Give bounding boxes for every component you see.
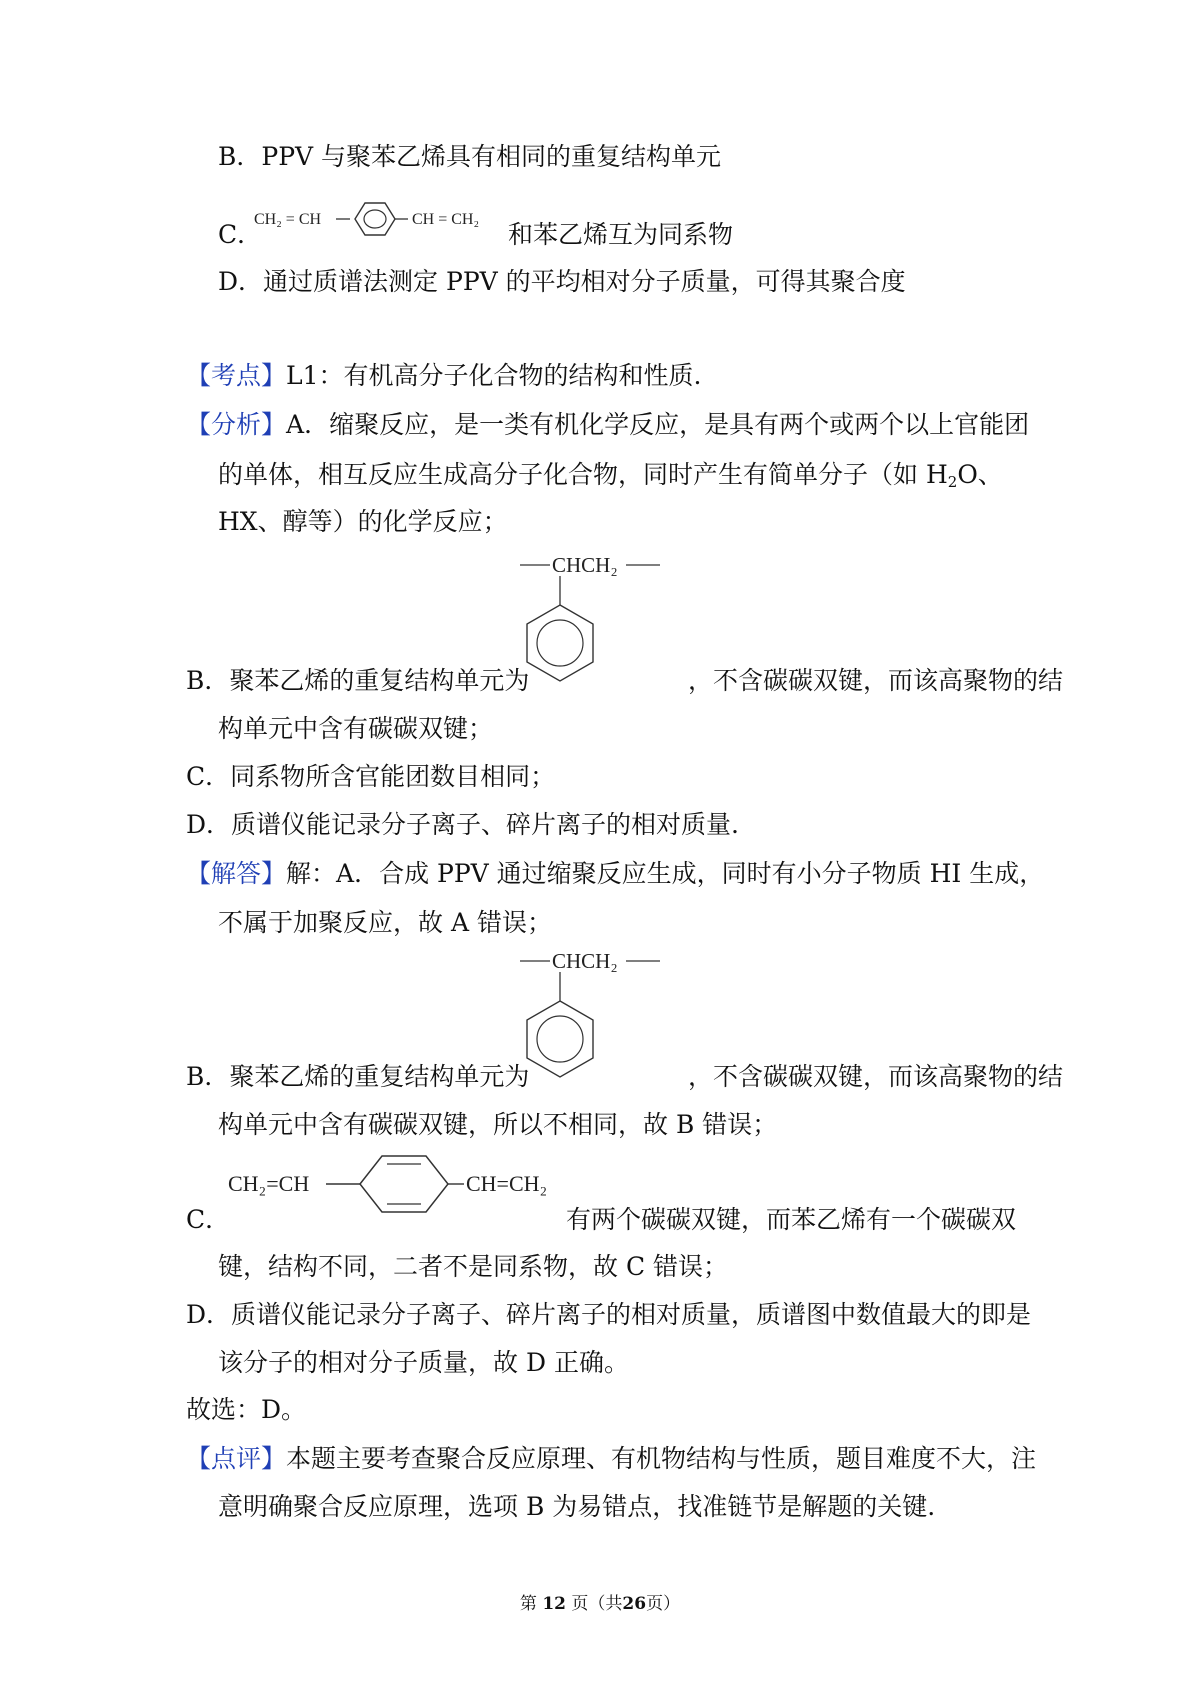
jieda-row-1	[186, 857, 1044, 891]
jieda-a-line-1: 解：A．合成 PPV 通过缩聚反应生成，同时有小分子物质 HI 生成，	[286, 859, 1045, 888]
fenxi-a-line-1: A．缩聚反应，是一类有机化学反应，是具有两个或两个以上官能团	[286, 410, 1030, 439]
dianping-tag: 【点评】	[186, 1444, 287, 1473]
dianping-line-2: 意明确聚合反应原理，选项 B 为易错点，找准链节是解题的关键.	[218, 1492, 936, 1521]
jieda-b-line-1: B．聚苯乙烯的重复结构单元为	[186, 1062, 530, 1091]
footer-prefix: 第	[519, 1594, 537, 1614]
fenxi-a-line-2-tail: O、	[957, 460, 1003, 489]
option-c-text: 和苯乙烯互为同系物	[508, 220, 734, 249]
formula-ch2-ch: CH₂ = CH	[254, 211, 322, 228]
fenxi-b-line-2: 构单元中含有碳碳双键；	[218, 714, 494, 743]
dianping-line-1: 本题主要考查聚合反应原理、有机物结构与性质，题目难度不大，注	[286, 1444, 1037, 1473]
fenxi-a-line-2	[218, 458, 1003, 492]
page-footer	[0, 1592, 1200, 1616]
jieda-b-line-2: 构单元中含有碳碳双键，所以不相同，故 B 错误；	[218, 1110, 778, 1139]
footer-middle: 页（共	[571, 1594, 623, 1614]
kaodian-text: L1：有机高分子化合物的结构和性质.	[286, 361, 702, 390]
polystyrene-repeat-unit-structure-2	[518, 946, 668, 1086]
kaodian-row	[186, 359, 701, 393]
polystyrene-repeat-unit-structure-1	[518, 550, 668, 690]
fenxi-a-line-3: HX、醇等）的化学反应；	[218, 507, 508, 536]
final-answer: 故选：D。	[186, 1395, 307, 1424]
jieda-a-line-2: 不属于加聚反应，故 A 错误；	[218, 908, 552, 937]
formula-ch-ch2: CH = CH₂	[412, 211, 480, 228]
formula-ch2-ch-large: CH₂=CH	[228, 1171, 310, 1196]
footer-suffix: 页）	[646, 1594, 681, 1614]
jieda-c-line-2: 键，结构不同，二者不是同系物，故 C 错误；	[218, 1252, 729, 1281]
jieda-d-line-1: D．质谱仪能记录分子离子、碎片离子的相对质量，质谱图中数值最大的即是	[186, 1300, 1032, 1329]
option-d: D．通过质谱法测定 PPV 的平均相对分子质量，可得其聚合度	[218, 267, 906, 296]
divinylbenzene-small-structure	[254, 200, 508, 250]
dianping-row-1	[186, 1442, 1036, 1476]
option-c-prefix: C．	[218, 220, 263, 249]
formula-chch2: CHCH₂	[552, 949, 618, 973]
jieda-d-line-2: 该分子的相对分子质量，故 D 正确。	[218, 1348, 629, 1377]
formula-chch2: CHCH₂	[552, 553, 618, 577]
jieda-c-prefix: C．	[186, 1205, 231, 1234]
jieda-c-line-1: 有两个碳碳双键，而苯乙烯有一个碳碳双	[566, 1205, 1017, 1234]
subscript-2: 2	[947, 473, 958, 491]
option-b: B．PPV 与聚苯乙烯具有相同的重复结构单元	[218, 142, 722, 171]
jieda-tag: 【解答】	[186, 859, 287, 888]
fenxi-b-line-1: B．聚苯乙烯的重复结构单元为	[186, 666, 530, 695]
total-pages: 26	[622, 1594, 647, 1614]
fenxi-c: C．同系物所含官能团数目相同；	[186, 762, 556, 791]
fenxi-b-line-1-tail: ，不含碳碳双键，而该高聚物的结	[688, 666, 1064, 695]
formula-ch-ch2-large: CH=CH₂	[466, 1171, 548, 1196]
fenxi-tag: 【分析】	[186, 410, 287, 439]
page-number: 12	[542, 1594, 566, 1614]
fenxi-row-1	[186, 408, 1029, 442]
kaodian-tag: 【考点】	[186, 361, 287, 390]
fenxi-a-line-2-text: 的单体，相互反应生成高分子化合物，同时产生有简单分子（如 H	[218, 460, 948, 489]
divinylbenzene-large-structure	[226, 1150, 566, 1230]
fenxi-d: D．质谱仪能记录分子离子、碎片离子的相对质量.	[186, 810, 739, 839]
jieda-b-line-1-tail: ，不含碳碳双键，而该高聚物的结	[688, 1062, 1064, 1091]
